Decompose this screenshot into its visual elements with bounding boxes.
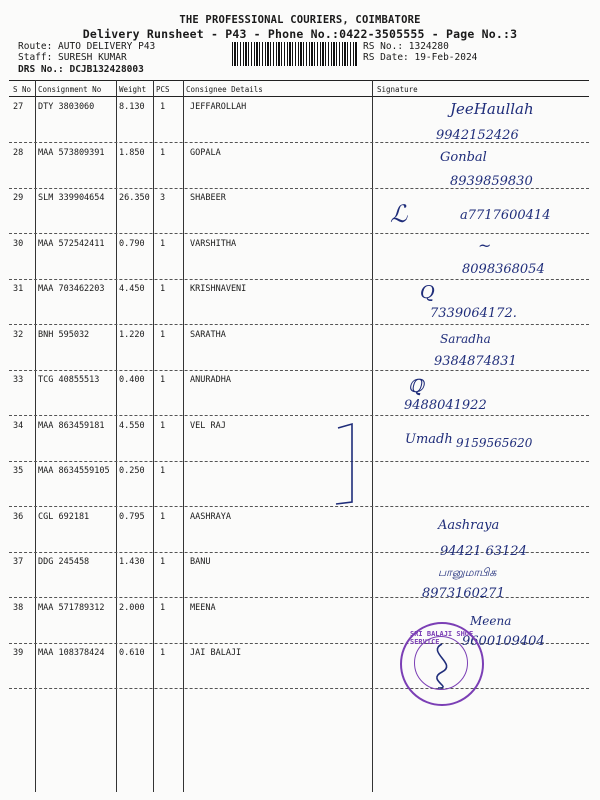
cell-consignee: JAI BALAJI [190,648,242,658]
cell-weight: 4.550 [119,421,145,431]
signature-32-phone: 9384874831 [434,354,517,369]
cell-weight: 0.400 [119,375,145,385]
cell-weight: 8.130 [119,102,145,112]
signature-27-name: JeeHaullah [450,100,534,118]
col-header-consignment: Consignment No [38,85,102,94]
cell-weight: 26.350 [119,193,150,203]
row-separator [9,461,589,462]
cell-consignee: SHABEER [190,193,226,203]
signature-33-phone: 9488041922 [404,398,487,413]
signature-31-phone: 7339064172. [430,306,517,321]
cell-consignment: MAA 703462203 [38,284,105,294]
cell-weight: 4.450 [119,284,145,294]
cell-consignment: MAA 8634559105 [38,466,110,476]
cell-sno: 33 [13,375,24,385]
stamp-text: SRI BALAJI SHOE SERVICE [410,630,474,646]
signature-39-mark [424,642,460,690]
row-separator [9,279,589,280]
row-separator [9,233,589,234]
staff-label: Staff: SURESH KUMAR [18,52,127,63]
col-divider [153,80,154,792]
cell-sno: 35 [13,466,24,476]
cell-consignment: CGL 692181 [38,512,90,522]
signature-36-phone: 94421 63124 [440,544,527,559]
cell-sno: 39 [13,648,24,658]
signature-30-phone: 8098368054 [462,262,545,277]
cell-sno: 37 [13,557,24,567]
cell-consignee: GOPALA [190,148,221,158]
col-divider [35,80,36,792]
row-separator [9,370,589,371]
cell-sno: 29 [13,193,24,203]
cell-consignment: MAA 573809391 [38,148,105,158]
col-divider [183,80,184,792]
signature-38-name: Meena [470,614,512,628]
cell-pcs: 1 [160,512,166,522]
row-separator [9,506,589,507]
cell-consignment: MAA 863459181 [38,421,105,431]
signature-33-mark: ℚ [408,376,424,397]
cell-consignment: MAA 108378424 [38,648,105,658]
signature-28-phone: 8939859830 [450,174,533,189]
signature-31-mark: Q [420,282,435,303]
cell-weight: 1.850 [119,148,145,158]
cell-sno: 34 [13,421,24,431]
runsheet-title: Delivery Runsheet - P43 - Phone No.:0422-3505555 - Page No.:3 [82,27,518,41]
cell-sno: 32 [13,330,24,340]
signature-37-phone: 8973160271 [422,586,505,601]
cell-sno: 31 [13,284,24,294]
cell-consignee: KRISHNAVENI [190,284,247,294]
cell-consignee: VARSHITHA [190,239,237,249]
cell-sno: 28 [13,148,24,158]
cell-weight: 0.610 [119,648,145,658]
cell-weight: 0.790 [119,239,145,249]
signature-32-name: Saradha [440,332,491,346]
cell-consignee: JEFFAROLLAH [190,102,247,112]
col-header-weight: Weight [119,85,147,94]
cell-pcs: 1 [160,102,166,112]
col-header-pcs: PCS [156,85,170,94]
cell-pcs: 1 [160,330,166,340]
cell-weight: 0.795 [119,512,145,522]
cell-weight: 2.000 [119,603,145,613]
signature-38-phone: 9600109404 [462,634,545,649]
cell-sno: 27 [13,102,24,112]
barcode [232,42,358,66]
cell-pcs: 1 [160,375,166,385]
cell-consignment: TCG 40855513 [38,375,100,385]
table-top-border [9,80,589,81]
cell-consignment: DTY 3803060 [38,102,95,112]
signature-34-name: Umadh [405,432,453,447]
header-row-border [9,96,589,97]
bracket-mark [330,420,360,510]
cell-weight: 1.430 [119,557,145,567]
cell-consignment: MAA 571789312 [38,603,105,613]
cell-consignee: ANURADHA [190,375,231,385]
signature-36-name: Aashraya [438,518,500,533]
cell-consignment: DDG 245458 [38,557,90,567]
signature-34-phone: 9159565620 [456,436,533,450]
cell-weight: 0.250 [119,466,145,476]
col-header-sno: S No [13,85,32,94]
cell-consignee: VEL RAJ [190,421,226,431]
signature-27-phone: 9942152426 [436,128,519,143]
signature-28-name: Gonbal [440,150,487,165]
cell-pcs: 1 [160,466,166,476]
cell-pcs: 3 [160,193,166,203]
cell-consignee: SARATHA [190,330,226,340]
drs-label: DRS No.: DCJB132428003 [18,64,144,75]
signature-29-mark: ℒ [390,200,408,228]
cell-sno: 30 [13,239,24,249]
cell-pcs: 1 [160,557,166,567]
rs-number: RS No.: 1324280 [363,41,449,52]
row-separator [9,688,589,689]
row-separator [9,415,589,416]
signature-37-name: பானுமாபிக [438,566,497,579]
cell-pcs: 1 [160,148,166,158]
company-title: THE PROFESSIONAL COURIERS, COIMBATORE [179,14,421,26]
cell-pcs: 1 [160,284,166,294]
signature-30-mark: ~ [478,236,492,255]
col-divider [116,80,117,792]
row-separator [9,324,589,325]
col-divider [372,80,373,792]
cell-consignee: MEENA [190,603,216,613]
signature-29-phone: a7717600414 [460,208,551,223]
cell-pcs: 1 [160,239,166,249]
route-label: Route: AUTO DELIVERY P43 [18,41,156,52]
rs-date: RS Date: 19-Feb-2024 [363,52,478,63]
cell-consignee: AASHRAYA [190,512,231,522]
cell-consignment: BNH 595032 [38,330,90,340]
cell-pcs: 1 [160,603,166,613]
cell-sno: 38 [13,603,24,613]
cell-sno: 36 [13,512,24,522]
cell-pcs: 1 [160,421,166,431]
col-header-consignee: Consignee Details [186,85,263,94]
cell-weight: 1.220 [119,330,145,340]
company-stamp [400,622,484,706]
cell-pcs: 1 [160,648,166,658]
cell-consignment: MAA 572542411 [38,239,105,249]
cell-consignee: BANU [190,557,211,567]
col-header-signature: Signature [377,85,418,94]
cell-consignment: SLM 339904654 [38,193,105,203]
